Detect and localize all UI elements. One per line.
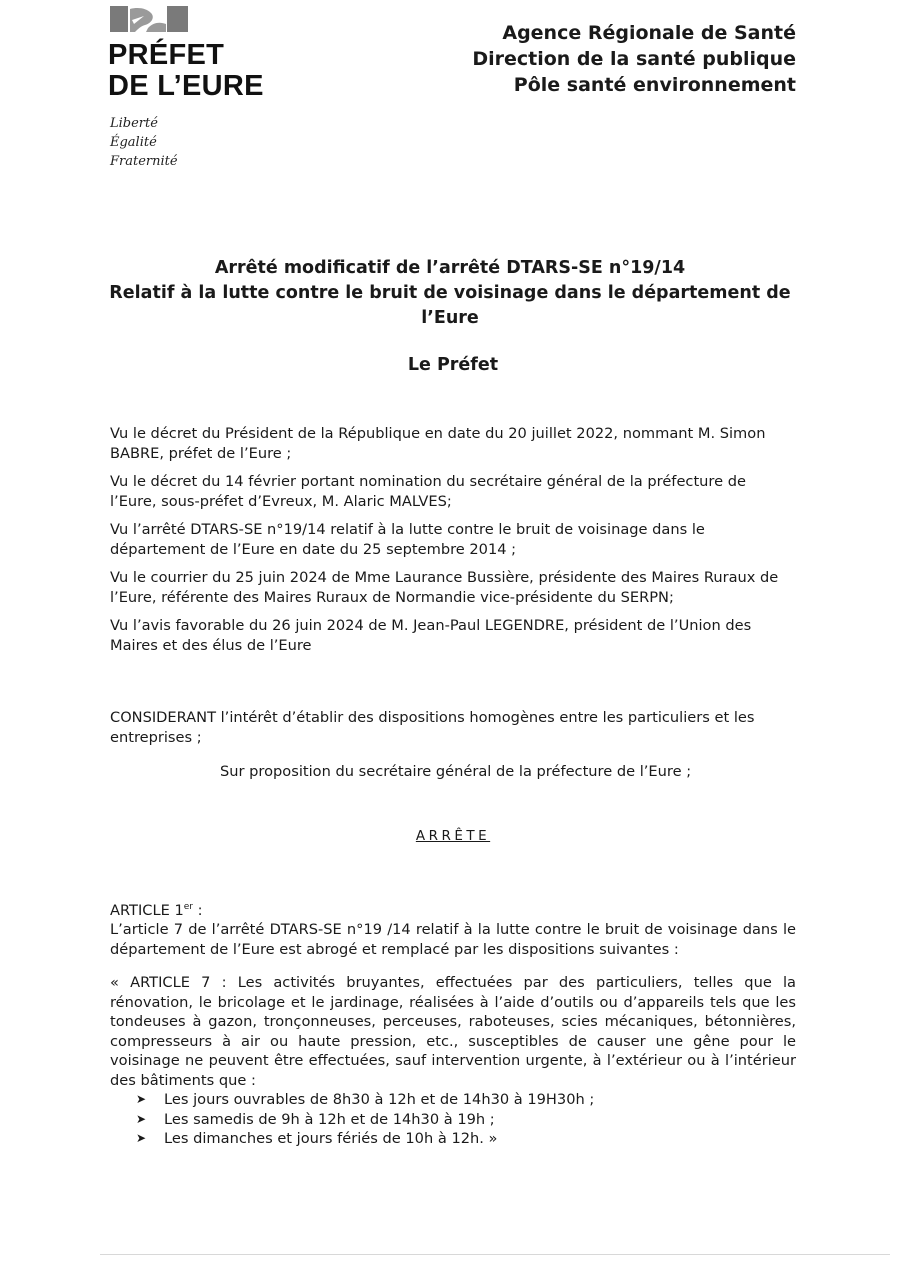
visa-text: l’arrêté DTARS-SE n°19/14 relatif à la lutte contre le bruit de voisinage dans le département de l’Eure en date du 25 septembre 2014 ; [110, 521, 705, 558]
agency-header [472, 20, 796, 98]
visa-text: le décret du Président de la République en date du 20 juillet 2022, nommant M. Simon BABRE, préfet de l’Eure ; [110, 425, 766, 462]
visa-lead: Vu [110, 521, 129, 538]
proposition-paragraph: Sur proposition du secrétaire général de la préfecture de l’Eure ; [220, 763, 692, 780]
visa-text: l’avis favorable du 26 juin 2024 de M. Jean-Paul LEGENDRE, président de l’Union des Maires et des élus de l’Eure [110, 617, 752, 654]
visa-item [110, 520, 796, 559]
article-1 [110, 898, 796, 1149]
arrow-bullet-icon: ➤ [136, 1092, 147, 1107]
list-item [110, 1110, 796, 1130]
visa-item [110, 424, 796, 463]
visas-list [110, 424, 796, 664]
prefecture-name-line1: PRÉFET [108, 39, 225, 71]
article-1-sup: er [183, 902, 193, 912]
visa-item [110, 616, 796, 655]
motto-fraternite: Fraternité [110, 154, 178, 169]
considerant-lead: CONSIDERANT [110, 709, 216, 726]
agency-pole: Pôle santé environnement [513, 74, 796, 96]
marianne-emblem-icon [108, 6, 188, 36]
arrow-bullet-icon: ➤ [136, 1131, 147, 1146]
article-1-heading [110, 898, 796, 920]
list-item-text: Les samedis de 9h à 12h et de 14h30 à 19h ; [164, 1110, 495, 1128]
page-divider [100, 1254, 890, 1255]
visa-item [110, 472, 796, 511]
list-item-text: Les jours ouvrables de 8h30 à 12h et de 14h30 à 19H30h ; [164, 1091, 595, 1109]
article-1-text: L’article 7 de l’arrêté DTARS-SE n°19 /14 relatif à la lutte contre le bruit de voisinage dans le département de l’Eure est abrogé et remplacé par les dispositions suivantes : [110, 921, 796, 958]
republic-motto [110, 114, 288, 171]
article-7-text [110, 973, 796, 1090]
motto-liberte: Liberté [110, 116, 158, 131]
visa-lead: Vu [110, 425, 129, 442]
visa-lead: Vu [110, 473, 129, 490]
arrete-heading: ARRÊTE [415, 828, 491, 844]
motto-egalite: Égalité [110, 135, 157, 150]
arrow-bullet-icon: ➤ [136, 1111, 147, 1126]
decree-title-line1: Arrêté modificatif de l’arrêté DTARS-SE n°19/14 [214, 258, 686, 278]
schedule-list [110, 1090, 796, 1149]
visa-text: le décret du 14 février portant nomination du secrétaire général de la préfecture de l’Eure, sous-préfet d’Evreux, M. Alaric MALVES; [110, 473, 746, 510]
considerant-text: l’intérêt d’établir des dispositions homogènes entre les particuliers et les entreprises ; [110, 709, 755, 746]
list-item [110, 1129, 796, 1149]
list-item [110, 1090, 796, 1110]
article-1-label: ARTICLE 1 [110, 901, 184, 919]
article-7-body: Les activités bruyantes, effectuées par des particuliers, telles que la rénovation, le bricolage et le jardinage, réalisées à l’aide d’outils ou d’appareils tels que les tondeuses à gazon, tronçonneuses, perceuses, raboteuses, scies mécaniques, bétonnières, compresseurs à air ou haute pression, etc., susceptibles de causer une gêne pour le voisinage ne peuvent être effectuées, sauf intervention urgente, à l’extérieur ou à l’intérieur des bâtiments que : [110, 974, 796, 1089]
visa-text: le courrier du 25 juin 2024 de Mme Laurance Bussière, présidente des Maires Ruraux de l’Eure, référente des Maires Ruraux de Normandie vice-présidente du SERPN; [110, 569, 779, 606]
article-1-colon: : [193, 901, 203, 919]
decree-title [100, 256, 800, 331]
prefet-heading: Le Préfet [407, 355, 499, 375]
agency-name: Agence Régionale de Santé [502, 22, 796, 44]
visa-lead: Vu [110, 617, 129, 634]
visa-lead: Vu [110, 569, 129, 586]
article-7-lead: « ARTICLE 7 : [110, 974, 227, 992]
prefecture-logo [108, 6, 288, 171]
decree-title-line2: Relatif à la lutte contre le bruit de voisinage dans le département de l’Eure [109, 283, 791, 328]
visa-item [110, 568, 796, 607]
agency-direction: Direction de la santé publique [472, 48, 796, 70]
considerant-paragraph [110, 708, 796, 747]
list-item-text: Les dimanches et jours fériés de 10h à 12h. » [164, 1130, 498, 1148]
prefecture-name-line2: DE L’EURE [108, 70, 264, 102]
